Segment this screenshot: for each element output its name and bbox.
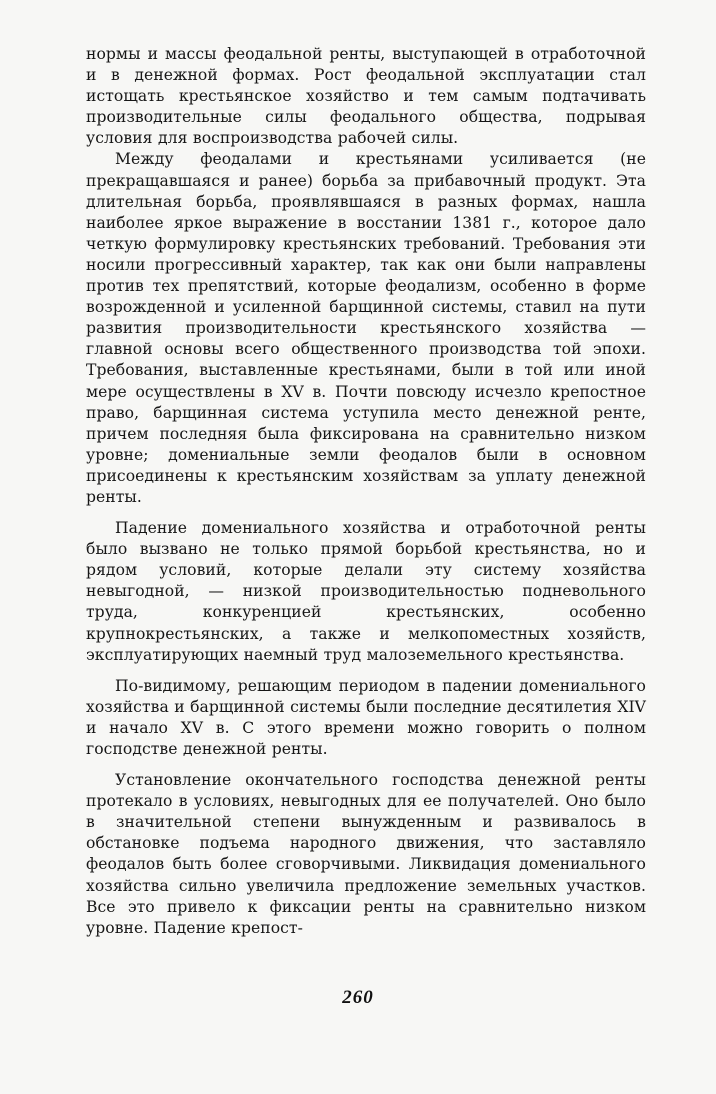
- paragraph-3: Падение домениального хозяйства и отработочной ренты было вызвано не только прямой борьбой крестьянства, но и рядом условий, которые делали эту систему хозяйства невыгодной, — низкой производительностью подневольного труда, конкуренцией крестьянских, особенно крупнокрестьянских, а также и мелкопоместных хозяйств, эксплуатирующих наемный труд малоземельного крестьянства.: [86, 519, 646, 664]
- paragraph-1: нормы и массы феодальной ренты, выступающей в отработочной и в денежной формах. Рост феодальной эксплуатации стал истощать крестьянское хозяйство и тем самым подтачивать производительные силы феодального общества, подрывая условия для воспроизводства рабочей силы.: [86, 45, 646, 148]
- paragraph-5: Установление окончательного господства денежной ренты протекало в условиях, невыгодных для ее получателей. Оно было в значительной степени вынужденным и развивалось в обстановке подъема народного движения, что заставляло феодалов быть более сговорчивыми. Ликвидация домениального хозяйства сильно увеличила предложение земельных участков. Все это привело к фиксации ренты на сравнительно низком уровне. Падение крепост-: [86, 771, 646, 937]
- page-number: 260: [342, 987, 374, 1008]
- paragraph-2: Между феодалами и крестьянами усиливается (не прекращавшаяся и ранее) борьба за прибавочный продукт. Эта длительная борьба, проявлявшаяся в разных формах, нашла наиболее яркое выражение в восстании 1381 г., которое дало четкую формулировку крестьянских требований. Требования эти носили прогрессивный характер, так как они были направлены против тех препятствий, которые феодализм, особенно в форме возрожденной и усиленной барщинной системы, ставил на пути развития производительности крестьянского хозяйства — главной основы всего общественного производства той эпохи. Требования, выставленные крестьянами, были в той или иной мере осуществлены в XV в. Почти повсюду исчезло крепостное право, барщинная система уступила место денежной ренте, причем последняя была фиксирована на сравнительно низком уровне; домениальные земли феодалов были в основном присоединены к крестьянским хозяйствам за уплату денежной ренты.: [86, 150, 646, 506]
- paragraph-4: По-видимому, решающим периодом в падении домениального хозяйства и барщинной системы были последние десятилетия XIV и начало XV в. С этого времени можно говорить о полном господстве денежной ренты.: [86, 676, 646, 758]
- page-text-column: [86, 44, 646, 939]
